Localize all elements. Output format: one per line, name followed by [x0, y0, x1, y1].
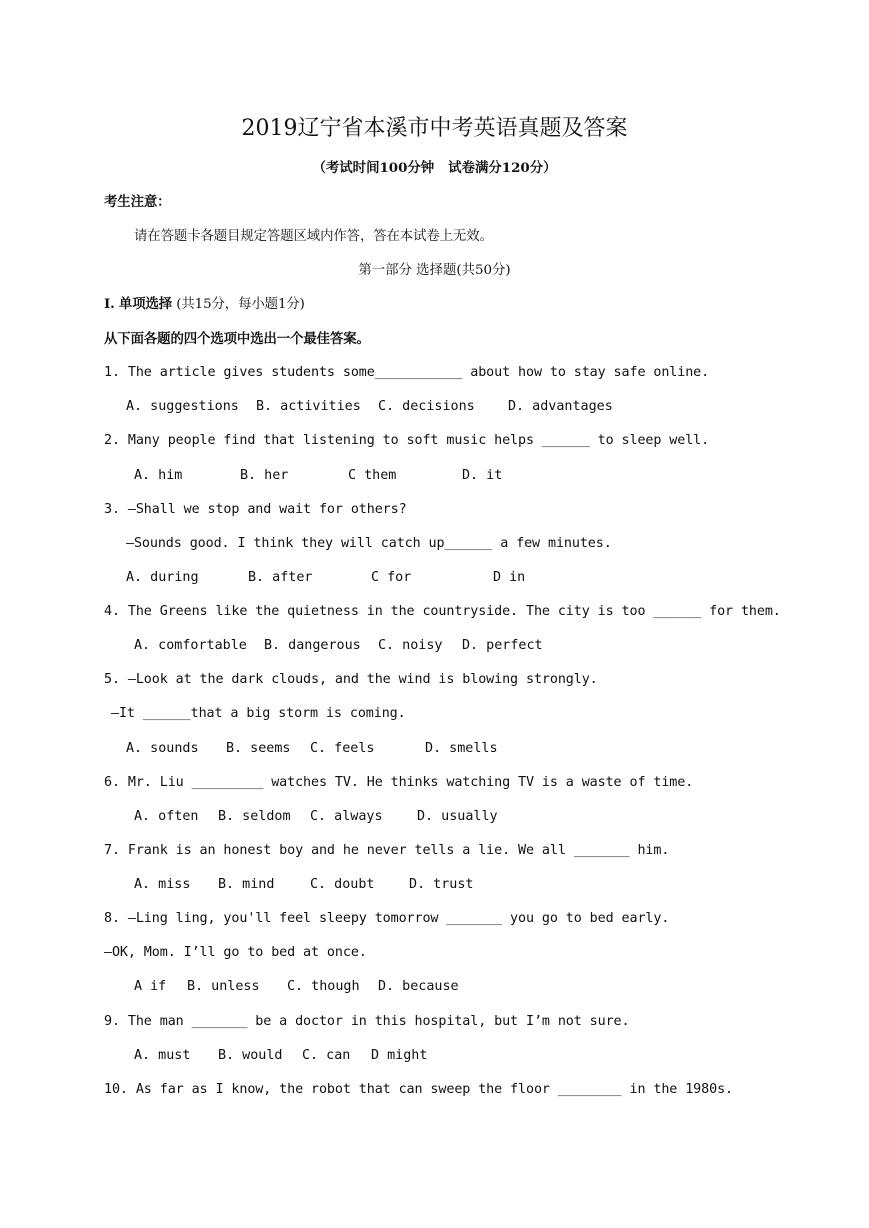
question-stem: 7. Frank is an honest boy and he never tells a lie. We all _______ him.	[104, 843, 670, 858]
option-c: C. though	[287, 979, 360, 994]
option-a: A. him	[134, 468, 183, 483]
question-stem: 5. —Look at the dark clouds, and the wind is blowing strongly.	[104, 672, 598, 687]
option-a: A. often	[134, 809, 199, 824]
option-d: D. smells	[425, 741, 498, 756]
question-stem: 8. —Ling ling, you'll feel sleepy tomorrow _______ you go to bed early.	[104, 911, 670, 926]
option-c: C. feels	[310, 741, 375, 756]
question-stem: 4. The Greens like the quietness in the countryside. The city is too ______ for them.	[104, 604, 781, 619]
section-name: 单项选择	[118, 296, 173, 312]
option-b: B. mind	[218, 877, 275, 892]
option-d: D. perfect	[462, 638, 543, 653]
question-stem: 9. The man _______ be a doctor in this hospital, but I’m not sure.	[104, 1014, 630, 1029]
option-b: B. activities	[256, 399, 361, 414]
option-d: D in	[493, 570, 526, 585]
section-score: (共15分，每小题1分)	[176, 297, 305, 312]
option-a: A. must	[134, 1048, 191, 1063]
option-d: D. advantages	[508, 399, 613, 414]
option-d: D. because	[378, 979, 459, 994]
question-stem: 2. Many people find that listening to soft music helps ______ to sleep well.	[104, 433, 710, 448]
notice-heading: 考生注意：	[104, 194, 171, 210]
page-title: 2019辽宁省本溪市中考英语真题及答案	[241, 116, 628, 141]
question-line: —Sounds good. I think they will catch up______ a few minutes.	[126, 536, 612, 551]
option-c: C. doubt	[310, 877, 375, 892]
option-b: B. seems	[226, 741, 291, 756]
option-c: C. always	[310, 809, 383, 824]
option-d: D. it	[462, 468, 503, 483]
question-stem: 6. Mr. Liu _________ watches TV. He thinks watching TV is a waste of time.	[104, 775, 694, 790]
option-d: D. usually	[417, 809, 498, 824]
question-stem: 1. The article gives students some___________ about how to stay safe online.	[104, 365, 710, 380]
option-a: A if	[134, 979, 167, 994]
part-title: 第一部分 选择题(共50分)	[358, 263, 511, 278]
section-number: Ⅰ.	[104, 296, 115, 312]
option-c: C for	[371, 570, 412, 585]
option-b: B. her	[240, 468, 289, 483]
option-a: A. comfortable	[134, 638, 247, 653]
option-b: B. dangerous	[264, 638, 361, 653]
option-a: A. during	[126, 570, 199, 585]
option-b: B. would	[218, 1048, 283, 1063]
option-c: C. decisions	[378, 399, 475, 414]
question-line: —It ______that a big storm is coming.	[111, 706, 406, 721]
section-instruction: 从下面各题的四个选项中选出一个最佳答案。	[104, 331, 370, 347]
question-stem: 10. As far as I know, the robot that can sweep the floor ________ in the 1980s.	[104, 1082, 733, 1097]
exam-subtitle: （考试时间100分钟 试卷满分120分）	[312, 160, 557, 176]
section-heading	[104, 295, 305, 314]
option-b: B. unless	[187, 979, 260, 994]
option-d: D might	[371, 1048, 428, 1063]
notice-text: 请在答题卡各题目规定答题区域内作答，答在本试卷上无效。	[134, 229, 493, 244]
option-c: C. can	[302, 1048, 351, 1063]
option-b: B. seldom	[218, 809, 291, 824]
option-c: C. noisy	[378, 638, 443, 653]
option-d: D. trust	[409, 877, 474, 892]
question-stem: 3. —Shall we stop and wait for others?	[104, 502, 407, 517]
option-a: A. suggestions	[126, 399, 239, 414]
option-b: B. after	[248, 570, 313, 585]
option-a: A. miss	[134, 877, 191, 892]
option-a: A. sounds	[126, 741, 199, 756]
option-c: C them	[348, 468, 397, 483]
question-line: —OK, Mom. I’ll go to bed at once.	[104, 945, 367, 960]
